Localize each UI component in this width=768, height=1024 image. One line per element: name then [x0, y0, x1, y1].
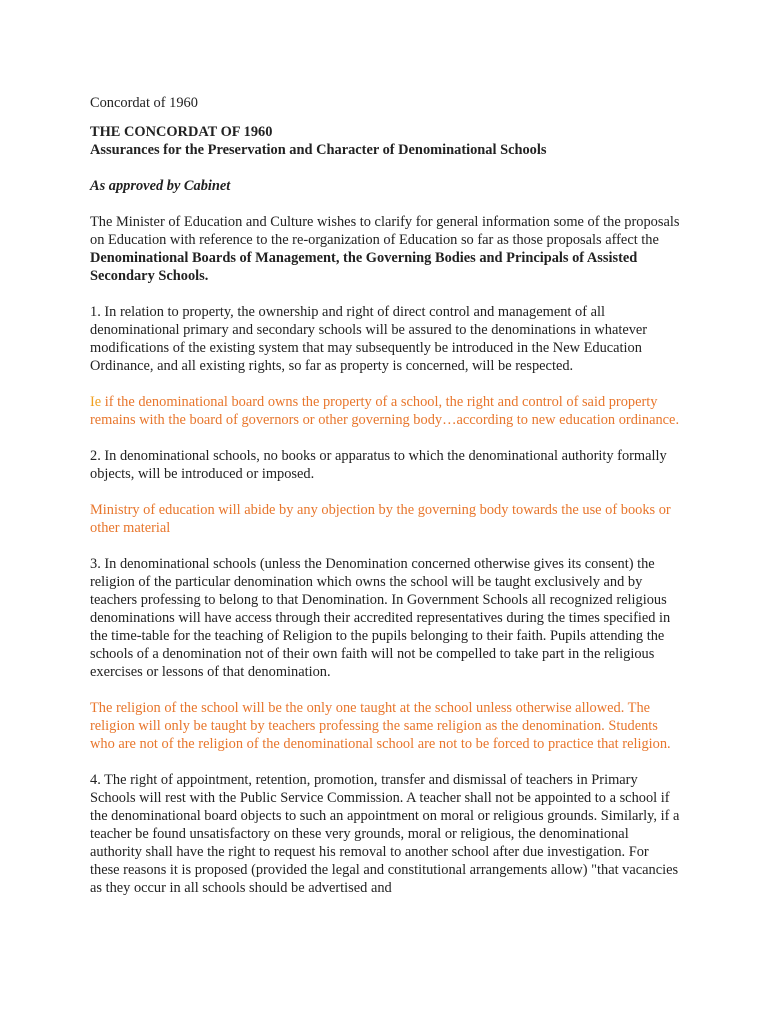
clause-3: 3. In denominational schools (unless the Denomination concerned otherwise gives its consent) the religion of the particular denomination which owns the school will be taught exclusively and by teachers professing to belong to that Denomination. In Government Schools all recognized religious denominations will have access through their accredited representatives during the times specified in the time-table for the teaching of Religion to the pupils belonging to their faith. Pupils attending the schools of a denomination not of their own faith will not be compelled to take part in the religious exercises or lessons of that denomination. [90, 556, 671, 680]
intro-bold-text: Denominational Boards of Management, the Governing Bodies and Principals of Assisted Secondary Schools. [90, 250, 638, 284]
document-header: Concordat of 1960 [90, 95, 198, 111]
document-subtitle: Assurances for the Preservation and Character of Denominational Schools [90, 142, 547, 158]
intro-text: The Minister of Education and Culture wishes to clarify for general information some of the proposals on Education with reference to the re-organization of Education so far as those proposals affect the [90, 214, 680, 248]
clause-1: 1. In relation to property, the ownership and right of direct control and management of all denominational primary and secondary schools will be assured to the denominations in whatever modifications of the existing system that may subsequently be introduced in the New Education Ordinance, and all existing rights, so far as property is concerned, will be respected. [90, 304, 648, 374]
clause-1-note [90, 393, 680, 429]
clause-3-note: The religion of the school will be the only one taught at the school unless otherwise allowed. The religion will only be taught by teachers professing the same religion as the denomination. Students who are not of the religion of the denominational school are not to be forced to practice that religion. [90, 700, 671, 752]
clause-4: 4. The right of appointment, retention, promotion, transfer and dismissal of teachers in Primary Schools will rest with the Public Service Commission. A teacher shall not be appointed to a school if the denominational board objects to such an appointment on moral or religious grounds. Similarly, if a teacher be found unsatisfactory on these very grounds, moral or religious, the denominational authority shall have the right to request his removal to another school after due investigation. For these reasons it is proposed (provided the legal and constitutional arrangements allow) "that vacancies as they occur in all schools should be advertised and [90, 772, 680, 896]
clause-2: 2. In denominational schools, no books or apparatus to which the denominational authority formally objects, will be introduced or imposed. [90, 448, 667, 482]
title-block [90, 123, 680, 159]
intro-paragraph [90, 213, 680, 285]
approval-line: As approved by Cabinet [90, 178, 231, 194]
clause-1-note-lead: Ie [90, 394, 102, 410]
document-title: THE CONCORDAT OF 1960 [90, 124, 273, 140]
clause-2-note: Ministry of education will abide by any objection by the governing body towards the use of books or other material [90, 502, 671, 536]
clause-1-note-text: if the denominational board owns the property of a school, the right and control of said property remains with the board of governors or other governing body…according to new education ordinance. [90, 394, 680, 428]
document-page [90, 94, 680, 915]
